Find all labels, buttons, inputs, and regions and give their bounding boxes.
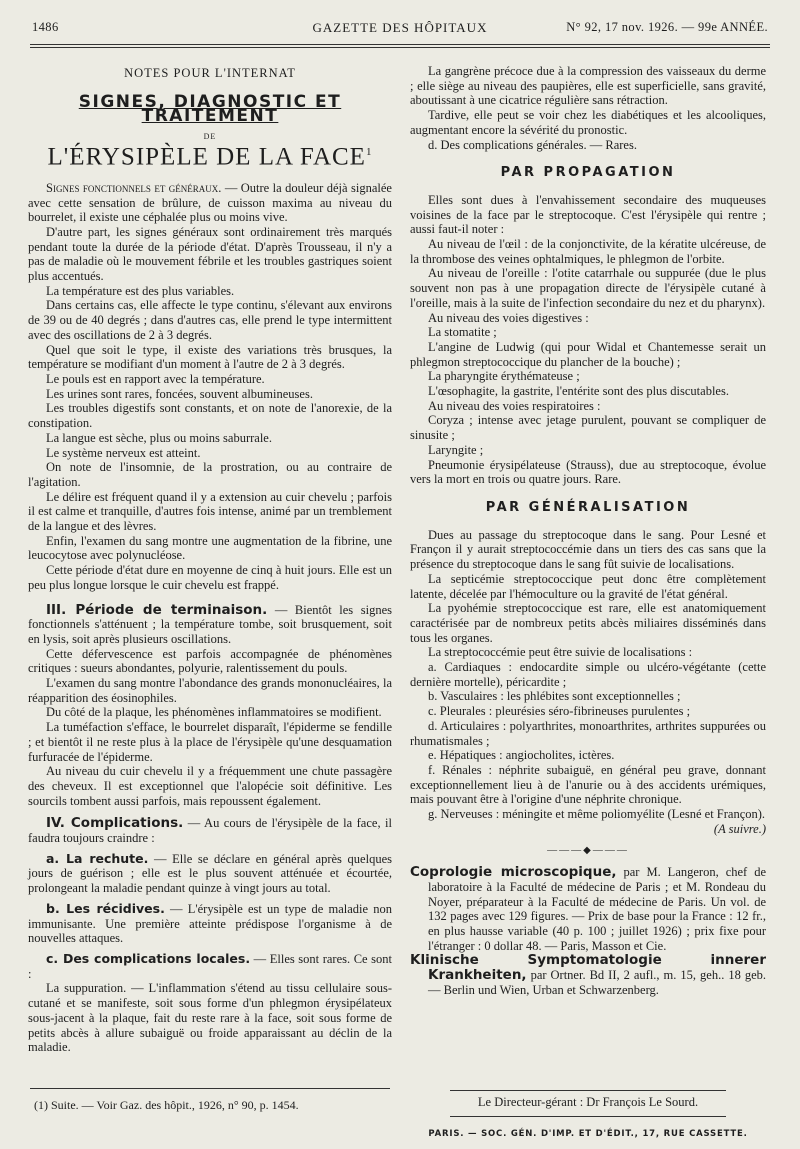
paragraph	[28, 298, 392, 342]
article-title-de: DE	[203, 132, 217, 142]
paragraph: L'angine de Ludwig (qui pour Widal et Chantemesse serait un phlegmon streptococcique du plancher de la bouche) ;	[410, 339, 766, 369]
article-title-line1: SIGNES, DIAGNOSTIC ET TRAITEMENT	[78, 91, 342, 127]
paragraph-text: On note de l'insomnie, de la prostration, ou au contraire de l'agitation.	[28, 460, 392, 489]
paragraph	[28, 490, 392, 534]
paragraph-text: Dans certains cas, elle affecte le type continu, s'élevant aux environs de 39 ou de 40 degrés ; dans d'autres cas, elle prend le type intermittent avec des oscillations de 2 à 3 degrés.	[28, 298, 392, 342]
book-details: par Ortner. Bd II, 2 aufl., m. 15, geh.. 18 geb. — Berlin und Wien, Urban et Schwarzenberg.	[428, 968, 766, 997]
paragraph-text: Cette période d'état dure en moyenne de cinq à huit jours. Elle est un peu plus longue lorsque le cuir chevelu est frappé.	[28, 563, 392, 592]
paragraph	[28, 460, 392, 489]
right-column	[410, 64, 766, 997]
paragraph: La streptococcémie peut être suivie de localisations :	[428, 645, 693, 660]
issue-info: N° 92, 17 nov. 1926. — 99e ANNÉE.	[566, 20, 768, 34]
paragraph: Laryngite ;	[428, 442, 484, 457]
section-generalisation-heading: PAR GÉNÉRALISATION	[485, 499, 691, 515]
director-line: Le Directeur-gérant : Dr François Le Sourd.	[477, 1095, 699, 1109]
left-paragraphs	[28, 181, 392, 593]
section-4-intro: — Au cours de l'érysipèle de la face, il faudra toujours craindre :	[28, 816, 392, 846]
section-4	[28, 816, 392, 845]
header-rule-2	[30, 47, 770, 48]
item-b	[28, 902, 392, 946]
item-c-title: c. Des complications locales.	[46, 951, 251, 966]
paragraph	[28, 431, 392, 446]
paragraph: Dues au passage du streptocoque dans le sang. Pour Lesné et Françon il y aurait streptococcémie dans un tiers des cas sans que la présence du streptocoque dans le sang fût suivie de localisations.	[410, 527, 766, 572]
footnote-rule	[30, 1088, 390, 1089]
paragraph: d. Articulaires : polyarthrites, monoarthrites, arthrites suppurées ou rhumatismales ;	[410, 718, 766, 748]
paragraph: f. Rénales : néphrite subaiguë, en général peu grave, donnant exceptionnellement lieu à de l'anurie ou à des accidents urémiques, mais pouvant être à l'origine d'une néphrite chronique.	[410, 762, 766, 807]
paragraph: Elles sont dues à l'envahissement secondaire des muqueuses voisines de la face par le streptocoque. C'est l'érysipèle qui rentre ; aussi faut-il noter :	[410, 192, 766, 237]
paragraph: La stomatite ;	[428, 325, 497, 340]
paragraph: Au niveau des voies respiratoires :	[428, 398, 601, 413]
paragraph: g. Nerveuses : méningite et même poliomyélite (Lesné et Françon).	[428, 807, 766, 822]
paragraph: La septicémie streptococcique peut donc être complètement latente, décelée par l'hémoculture ou la gravité de l'état général.	[410, 571, 766, 601]
to-follow: (A suivre.)	[713, 821, 766, 836]
paragraph	[28, 343, 392, 372]
paragraph: L'examen du sang montre l'abondance des grands mononucléaires, la réapparition des éosinophiles.	[28, 676, 392, 705]
gangrene-paragraph: La gangrène précoce due à la compression des vaisseaux du derme ; elle siège au niveau des paupières, elle est superficielle, sans gravité, aboutissant à une cicatrice régulière sans rétraction.	[410, 64, 766, 108]
item-a	[28, 852, 392, 896]
paragraph: Au niveau de l'oreille : l'otite catarrhale ou suppurée (due le plus souvent non pas à une propagation directe de l'érysipèle cutané à l'oreille, mais à la suite de l'infection secondaire du nez et du pharynx).	[410, 266, 766, 310]
running-header	[32, 20, 768, 40]
book-review	[410, 865, 766, 953]
paragraph	[28, 181, 392, 225]
book-title: Coprologie microscopique,	[410, 864, 617, 881]
paragraph: Cette défervescence est parfois accompagnée de phénomènes critiques : sueurs abondantes, polyurie, ralentissement du pouls.	[28, 646, 392, 676]
item-a-title: a. La rechute.	[46, 850, 149, 866]
paragraph: Au niveau du cuir chevelu il y a fréquemment une chute passagère des cheveux. Il est exceptionnel que l'alopécie soit définitive. Les sourcils tombent aussi parfois, mais repoussent également.	[28, 764, 392, 808]
page-number: 1486	[32, 20, 59, 34]
paragraph: c. Pleurales : pleurésies séro-fibrineuses purulentes ;	[428, 704, 691, 719]
item-a-text: — Elle se déclare en général après quelques jours de guérison ; elle est le plus souvent atténuée et écourtée, prolongeant la maladie pendant quinze à vingt jours au total.	[28, 851, 392, 896]
imprint-line: PARIS. — SOC. GÉN. D'IMP. ET D'ÉDIT., 17, RUE CASSETTE.	[428, 1129, 748, 1139]
paragraph: La pyohémie streptococcique est rare, elle est anatomiquement caractérisée par de nombreux petits abcès miliaires disséminés dans tous les organes.	[410, 601, 766, 645]
section-propagation-heading: PAR PROPAGATION	[500, 165, 676, 181]
item-d: d. Des complications générales. — Rares.	[428, 137, 637, 152]
paragraph	[28, 446, 392, 461]
paragraph: Coryza ; intense avec jetage purulent, pouvant se compliquer de sinusite ;	[410, 413, 766, 443]
paragraph	[28, 284, 392, 299]
paragraph-text: Les urines sont rares, foncées, souvent albumineuses.	[46, 386, 313, 401]
paragraph-text: Enfin, l'examen du sang montre une augmentation de la fibrine, une leucocytose avec polynucléose.	[28, 533, 392, 563]
paragraph-text: Le pouls est en rapport avec la température.	[46, 371, 265, 386]
paragraph-text: D'autre part, les signes généraux sont ordinairement très marqués pendant toute la durée de la période d'état. D'après Trousseau, il n'y a pas de maladie où le mouvement fébrile et les troubles gastriques soient plus accentués.	[28, 224, 392, 284]
tardive-paragraph: Tardive, elle peut se voir chez les diabétiques et les alcooliques, augmentant encore la sévérité du pronostic.	[410, 108, 766, 137]
journal-title: GAZETTE DES HÔPITAUX	[312, 20, 488, 35]
left-column	[28, 60, 392, 1055]
item-c	[28, 952, 392, 981]
generalisation-paragraphs	[410, 528, 766, 822]
paragraph-lead: Signes fonctionnels et généraux.	[46, 180, 222, 195]
separator-ornament: ———◆———	[547, 845, 629, 857]
item-c-text: — Elles sont rares. Ce sont :	[28, 952, 392, 981]
paragraph-text: — Outre la douleur déjà signalée avec cette sensation de brûlure, de cuisson maxima au niveau du bourrelet, il existe une céphalée plus ou moins vive.	[28, 180, 392, 225]
director-rule-2	[450, 1116, 726, 1117]
suppuration-paragraph: La suppuration. — L'inflammation s'étend au tissu cellulaire sous-cutané et se manifeste, soit sous forme d'un phlegmon érysipélateux sous-jacent à la plaque, fait du reste rare à la face, soit sous forme de petits abcès à allure subaiguë ou froide apparaissant au déclin de la maladie.	[28, 981, 392, 1055]
paragraph-text: La langue est sèche, plus ou moins saburrale.	[46, 430, 272, 445]
item-b-text: — L'érysipèle est un type de maladie non immunisante. Une première atteinte prédispose l'organisme à de nouvelles attaques.	[28, 901, 392, 946]
article-title-line2: L'ÉRYSIPÈLE DE LA FACE$^1$	[47, 143, 373, 171]
paragraph-text: La température est des plus variables.	[46, 283, 235, 298]
paragraph	[28, 387, 392, 402]
paragraph: Au niveau des voies digestives :	[428, 310, 589, 325]
paragraph	[28, 534, 392, 563]
book-review	[410, 953, 766, 997]
book-reviews	[410, 865, 766, 997]
paragraph: Au niveau de l'œil : de la conjonctivite, de la kératite ulcéreuse, de la thrombose des veines ophtalmiques, le phlegmon de l'orbite.	[410, 237, 766, 266]
paragraph	[28, 563, 392, 592]
footnote: (1) Suite. — Voir Gaz. des hôpit., 1926, n° 90, p. 1454.	[34, 1098, 299, 1112]
paragraph	[28, 372, 392, 387]
section-3-paragraphs	[28, 647, 392, 809]
paragraph-text: Les troubles digestifs sont constants, et on note de l'anorexie, de la constipation.	[28, 401, 392, 431]
paragraph	[28, 401, 392, 430]
paragraph: b. Vasculaires : les phlébites sont exceptionnelles ;	[428, 689, 681, 704]
paragraph-text: Le délire est fréquent quand il y a extension au cuir chevelu ; parfois il est calme et tranquille, d'autres fois intense, animé par un tremblement de la langue et des lèvres.	[28, 489, 392, 534]
paragraph: Pneumonie érysipélateuse (Strauss), due au streptocoque, évolue vers la mort en trois ou quatre jours. Rare.	[410, 457, 766, 487]
book-details: par M. Langeron, chef de laboratoire à la Faculté de médecine de Paris ; et M. Rondeau du Noyer, préparateur à la Faculté de médecine de Paris. Un vol. de 132 pages avec 129 figures. — Prix de base pour la France : 12 fr., en plus hausse variable (40 p. 100 ; juillet 1926) ; prix fixe pour l'étranger : 0 dollar 48. — Paris, Masson et Cie.	[428, 865, 767, 953]
section-3-text: — Bientôt les signes fonctionnels s'atténuent ; la température tombe, soit brusquement, soit en lysis, soit après plusieurs oscillations.	[28, 602, 392, 646]
propagation-paragraphs	[410, 193, 766, 487]
paragraph: La pharyngite érythémateuse ;	[428, 369, 580, 384]
section-4-title: IV. Complications.	[46, 815, 184, 832]
book-title: Klinische Symptomatologie innerer Krankheiten,	[410, 952, 766, 984]
paragraph: e. Hépatiques : angiocholites, ictères.	[428, 748, 615, 763]
paragraph: a. Cardiaques : endocardite simple ou ulcéro-végétante (cette dernière mortelle), péricardite ;	[410, 660, 766, 689]
paragraph: La tuméfaction s'efface, le bourrelet disparaît, l'épiderme se fendille ; et bientôt il ne reste plus à la place de l'érysipèle qu'une desquamation furfuracée de l'épiderme.	[28, 720, 392, 764]
paragraph-text: Quel que soit le type, il existe des variations très brusques, la température se modifiant d'un moment à l'autre de 2 à 3 degrés.	[28, 342, 392, 372]
paragraph: Du côté de la plaque, les phénomènes inflammatoires se modifient.	[46, 705, 382, 720]
director-rule	[450, 1090, 726, 1091]
signature-block	[410, 1078, 766, 1139]
paragraph: L'œsophagite, la gastrite, l'entérite sont des plus discutables.	[428, 384, 729, 399]
section-3-title: III. Période de terminaison.	[46, 601, 268, 618]
item-b-title: b. Les récidives.	[46, 900, 165, 916]
footnote-mark: 1	[365, 145, 373, 158]
paragraph-text: Le système nerveux est atteint.	[46, 445, 201, 460]
section-3	[28, 603, 392, 647]
paragraph	[28, 225, 392, 284]
header-rule	[30, 44, 770, 45]
article-kicker: NOTES POUR L'INTERNAT	[124, 66, 296, 80]
